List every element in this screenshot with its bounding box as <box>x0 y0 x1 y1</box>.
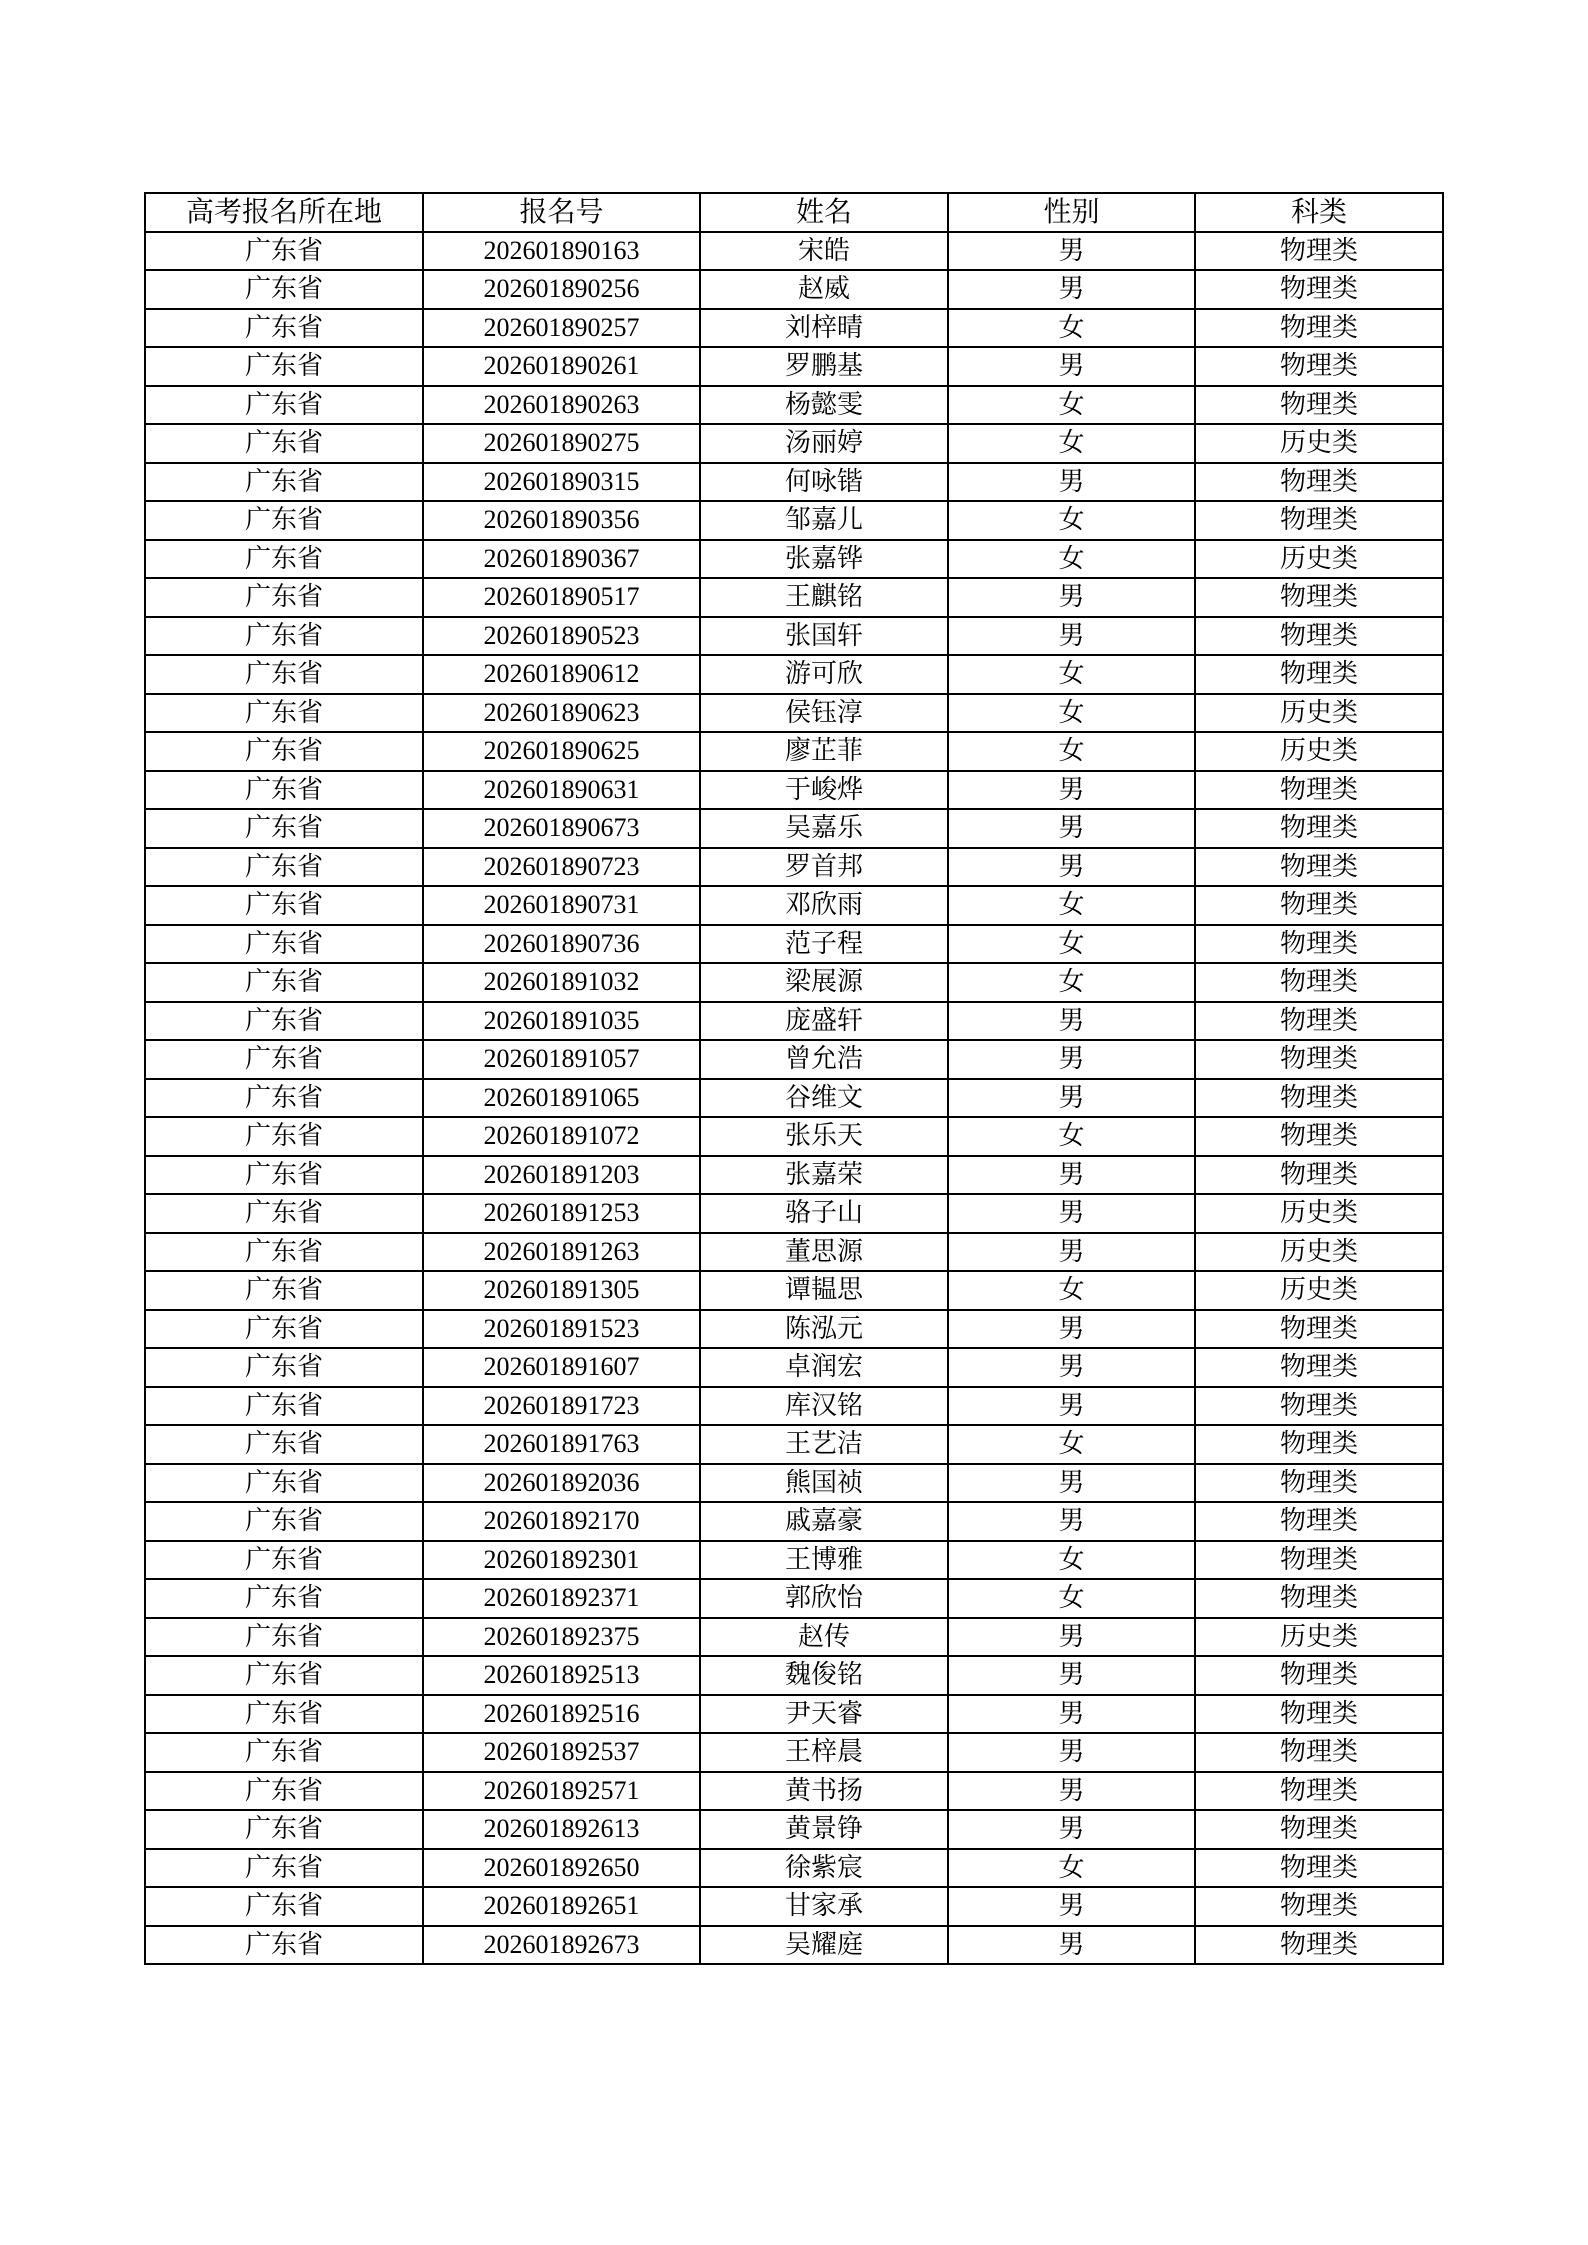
cell-registration-number: 202601890631 <box>423 771 700 810</box>
cell-gender: 男 <box>948 1233 1195 1272</box>
cell-subject-category: 物理类 <box>1195 1117 1443 1156</box>
cell-registration-location: 广东省 <box>145 617 423 656</box>
cell-subject-category: 历史类 <box>1195 1194 1443 1233</box>
cell-registration-location: 广东省 <box>145 1271 423 1310</box>
cell-registration-location: 广东省 <box>145 347 423 386</box>
cell-registration-number: 202601891763 <box>423 1425 700 1464</box>
cell-registration-number: 202601891607 <box>423 1348 700 1387</box>
table-body <box>145 232 1443 1965</box>
cell-registration-location: 广东省 <box>145 1233 423 1272</box>
cell-registration-number: 202601890623 <box>423 694 700 733</box>
cell-name: 曾允浩 <box>700 1040 948 1079</box>
cell-registration-number: 202601890261 <box>423 347 700 386</box>
table-row <box>145 232 1443 271</box>
cell-registration-location: 广东省 <box>145 1849 423 1888</box>
table-row <box>145 1772 1443 1811</box>
table-row <box>145 886 1443 925</box>
table-row <box>145 1348 1443 1387</box>
cell-gender: 男 <box>948 1002 1195 1041</box>
cell-gender: 男 <box>948 848 1195 887</box>
table-row <box>145 1656 1443 1695</box>
cell-registration-number: 202601890163 <box>423 232 700 271</box>
cell-gender: 女 <box>948 1271 1195 1310</box>
table-row <box>145 1502 1443 1541</box>
cell-registration-number: 202601892036 <box>423 1464 700 1503</box>
cell-subject-category: 物理类 <box>1195 809 1443 848</box>
cell-registration-location: 广东省 <box>145 1464 423 1503</box>
cell-registration-number: 202601890367 <box>423 540 700 579</box>
cell-registration-location: 广东省 <box>145 694 423 733</box>
cell-name: 何咏锴 <box>700 463 948 502</box>
cell-gender: 女 <box>948 424 1195 463</box>
cell-registration-location: 广东省 <box>145 1194 423 1233</box>
cell-name: 罗鹏基 <box>700 347 948 386</box>
cell-gender: 女 <box>948 655 1195 694</box>
cell-registration-location: 广东省 <box>145 1541 423 1580</box>
table-row <box>145 809 1443 848</box>
cell-name: 黄景铮 <box>700 1810 948 1849</box>
cell-gender: 男 <box>948 463 1195 502</box>
cell-name: 郭欣怡 <box>700 1579 948 1618</box>
cell-name: 游可欣 <box>700 655 948 694</box>
cell-registration-location: 广东省 <box>145 1425 423 1464</box>
cell-registration-number: 202601890315 <box>423 463 700 502</box>
table-row <box>145 270 1443 309</box>
cell-subject-category: 物理类 <box>1195 1733 1443 1772</box>
cell-registration-location: 广东省 <box>145 1926 423 1965</box>
table-row <box>145 309 1443 348</box>
cell-subject-category: 物理类 <box>1195 1656 1443 1695</box>
cell-gender: 女 <box>948 963 1195 1002</box>
cell-registration-number: 202601892613 <box>423 1810 700 1849</box>
cell-registration-location: 广东省 <box>145 1310 423 1349</box>
cell-gender: 男 <box>948 1656 1195 1695</box>
cell-subject-category: 历史类 <box>1195 424 1443 463</box>
cell-subject-category: 物理类 <box>1195 1425 1443 1464</box>
table-row <box>145 1387 1443 1426</box>
cell-name: 宋皓 <box>700 232 948 271</box>
cell-gender: 女 <box>948 694 1195 733</box>
cell-registration-location: 广东省 <box>145 1387 423 1426</box>
cell-subject-category: 物理类 <box>1195 848 1443 887</box>
table-row <box>145 501 1443 540</box>
cell-gender: 男 <box>948 1079 1195 1118</box>
cell-subject-category: 物理类 <box>1195 1156 1443 1195</box>
cell-subject-category: 物理类 <box>1195 1502 1443 1541</box>
table-row <box>145 424 1443 463</box>
cell-name: 熊国祯 <box>700 1464 948 1503</box>
cell-registration-location: 广东省 <box>145 1156 423 1195</box>
table-row <box>145 771 1443 810</box>
table-row <box>145 1156 1443 1195</box>
cell-registration-number: 202601890723 <box>423 848 700 887</box>
cell-gender: 男 <box>948 1040 1195 1079</box>
header-subject-category: 科类 <box>1195 193 1443 232</box>
table-row <box>145 732 1443 771</box>
cell-gender: 男 <box>948 1194 1195 1233</box>
table-row <box>145 1541 1443 1580</box>
cell-registration-number: 202601891072 <box>423 1117 700 1156</box>
cell-registration-location: 广东省 <box>145 1772 423 1811</box>
cell-gender: 女 <box>948 1117 1195 1156</box>
cell-name: 张乐天 <box>700 1117 948 1156</box>
cell-registration-location: 广东省 <box>145 501 423 540</box>
cell-registration-number: 202601890612 <box>423 655 700 694</box>
cell-registration-number: 202601891253 <box>423 1194 700 1233</box>
cell-name: 谷维文 <box>700 1079 948 1118</box>
cell-registration-number: 202601891203 <box>423 1156 700 1195</box>
cell-registration-location: 广东省 <box>145 963 423 1002</box>
cell-registration-number: 202601890625 <box>423 732 700 771</box>
cell-registration-number: 202601890736 <box>423 925 700 964</box>
cell-subject-category: 物理类 <box>1195 270 1443 309</box>
table-row <box>145 1849 1443 1888</box>
table-row <box>145 463 1443 502</box>
cell-registration-location: 广东省 <box>145 578 423 617</box>
cell-gender: 男 <box>948 1502 1195 1541</box>
cell-name: 邓欣雨 <box>700 886 948 925</box>
cell-registration-location: 广东省 <box>145 309 423 348</box>
cell-name: 汤丽婷 <box>700 424 948 463</box>
table-row <box>145 1194 1443 1233</box>
table-row <box>145 578 1443 617</box>
cell-gender: 男 <box>948 1887 1195 1926</box>
cell-name: 徐紫宸 <box>700 1849 948 1888</box>
cell-name: 卓润宏 <box>700 1348 948 1387</box>
cell-gender: 男 <box>948 771 1195 810</box>
cell-gender: 男 <box>948 617 1195 656</box>
cell-name: 黄书扬 <box>700 1772 948 1811</box>
cell-gender: 女 <box>948 925 1195 964</box>
cell-registration-location: 广东省 <box>145 424 423 463</box>
cell-registration-number: 202601892301 <box>423 1541 700 1580</box>
cell-name: 邹嘉儿 <box>700 501 948 540</box>
table-row <box>145 1233 1443 1272</box>
cell-name: 于峻烨 <box>700 771 948 810</box>
cell-gender: 男 <box>948 1926 1195 1965</box>
table-row <box>145 1733 1443 1772</box>
cell-registration-location: 广东省 <box>145 809 423 848</box>
table-row <box>145 347 1443 386</box>
cell-name: 侯钰淳 <box>700 694 948 733</box>
cell-registration-location: 广东省 <box>145 771 423 810</box>
cell-subject-category: 物理类 <box>1195 1541 1443 1580</box>
cell-gender: 女 <box>948 309 1195 348</box>
cell-gender: 女 <box>948 501 1195 540</box>
cell-gender: 男 <box>948 578 1195 617</box>
cell-name: 杨懿雯 <box>700 386 948 425</box>
cell-registration-number: 202601890263 <box>423 386 700 425</box>
table-row <box>145 540 1443 579</box>
cell-gender: 女 <box>948 886 1195 925</box>
table-row <box>145 1310 1443 1349</box>
cell-name: 吴嘉乐 <box>700 809 948 848</box>
cell-subject-category: 物理类 <box>1195 1002 1443 1041</box>
cell-registration-number: 202601890257 <box>423 309 700 348</box>
cell-gender: 女 <box>948 1425 1195 1464</box>
table-row <box>145 1002 1443 1041</box>
cell-subject-category: 物理类 <box>1195 1310 1443 1349</box>
cell-registration-number: 202601891723 <box>423 1387 700 1426</box>
cell-registration-number: 202601892650 <box>423 1849 700 1888</box>
cell-subject-category: 物理类 <box>1195 1464 1443 1503</box>
table-row <box>145 617 1443 656</box>
cell-subject-category: 历史类 <box>1195 1618 1443 1657</box>
cell-name: 赵威 <box>700 270 948 309</box>
cell-registration-number: 202601892571 <box>423 1772 700 1811</box>
cell-registration-number: 202601891263 <box>423 1233 700 1272</box>
cell-registration-number: 202601890673 <box>423 809 700 848</box>
cell-registration-location: 广东省 <box>145 655 423 694</box>
cell-name: 陈泓元 <box>700 1310 948 1349</box>
cell-gender: 男 <box>948 270 1195 309</box>
cell-subject-category: 物理类 <box>1195 1579 1443 1618</box>
cell-registration-location: 广东省 <box>145 232 423 271</box>
table-row <box>145 1040 1443 1079</box>
cell-gender: 女 <box>948 732 1195 771</box>
cell-name: 赵传 <box>700 1618 948 1657</box>
table-header <box>145 193 1443 232</box>
table-row <box>145 1079 1443 1118</box>
cell-registration-location: 广东省 <box>145 270 423 309</box>
cell-subject-category: 物理类 <box>1195 963 1443 1002</box>
cell-registration-location: 广东省 <box>145 1040 423 1079</box>
cell-subject-category: 物理类 <box>1195 463 1443 502</box>
cell-registration-number: 202601892673 <box>423 1926 700 1965</box>
cell-name: 尹天睿 <box>700 1695 948 1734</box>
table-row <box>145 848 1443 887</box>
cell-registration-location: 广东省 <box>145 925 423 964</box>
table-row <box>145 1810 1443 1849</box>
cell-registration-number: 202601891523 <box>423 1310 700 1349</box>
cell-registration-number: 202601891057 <box>423 1040 700 1079</box>
cell-subject-category: 物理类 <box>1195 578 1443 617</box>
cell-subject-category: 物理类 <box>1195 925 1443 964</box>
cell-subject-category: 物理类 <box>1195 617 1443 656</box>
cell-registration-number: 202601892375 <box>423 1618 700 1657</box>
cell-registration-number: 202601892537 <box>423 1733 700 1772</box>
cell-subject-category: 历史类 <box>1195 732 1443 771</box>
cell-name: 梁展源 <box>700 963 948 1002</box>
table-row <box>145 1887 1443 1926</box>
cell-gender: 男 <box>948 1810 1195 1849</box>
admission-roster-table <box>144 192 1444 1965</box>
cell-subject-category: 物理类 <box>1195 1040 1443 1079</box>
cell-gender: 男 <box>948 1348 1195 1387</box>
cell-name: 魏俊铭 <box>700 1656 948 1695</box>
header-registration-number: 报名号 <box>423 193 700 232</box>
cell-name: 廖芷菲 <box>700 732 948 771</box>
cell-gender: 男 <box>948 1464 1195 1503</box>
cell-gender: 女 <box>948 1849 1195 1888</box>
header-gender: 性别 <box>948 193 1195 232</box>
cell-registration-location: 广东省 <box>145 463 423 502</box>
cell-registration-location: 广东省 <box>145 1348 423 1387</box>
cell-subject-category: 物理类 <box>1195 309 1443 348</box>
cell-name: 范子程 <box>700 925 948 964</box>
table-row <box>145 1425 1443 1464</box>
cell-registration-location: 广东省 <box>145 1117 423 1156</box>
cell-gender: 男 <box>948 809 1195 848</box>
cell-gender: 男 <box>948 1618 1195 1657</box>
cell-registration-number: 202601892371 <box>423 1579 700 1618</box>
cell-registration-number: 202601891065 <box>423 1079 700 1118</box>
cell-subject-category: 物理类 <box>1195 1772 1443 1811</box>
cell-registration-location: 广东省 <box>145 1502 423 1541</box>
cell-registration-number: 202601890731 <box>423 886 700 925</box>
cell-name: 王艺洁 <box>700 1425 948 1464</box>
cell-name: 谭韫思 <box>700 1271 948 1310</box>
cell-registration-location: 广东省 <box>145 1579 423 1618</box>
table-row <box>145 1695 1443 1734</box>
cell-name: 甘家承 <box>700 1887 948 1926</box>
cell-subject-category: 物理类 <box>1195 771 1443 810</box>
cell-name: 骆子山 <box>700 1194 948 1233</box>
cell-registration-location: 广东省 <box>145 1810 423 1849</box>
cell-name: 王麒铭 <box>700 578 948 617</box>
cell-registration-number: 202601890517 <box>423 578 700 617</box>
header-name: 姓名 <box>700 193 948 232</box>
cell-registration-location: 广东省 <box>145 1618 423 1657</box>
cell-registration-location: 广东省 <box>145 1079 423 1118</box>
cell-registration-location: 广东省 <box>145 386 423 425</box>
table-row <box>145 386 1443 425</box>
cell-registration-number: 202601892170 <box>423 1502 700 1541</box>
cell-registration-number: 202601891032 <box>423 963 700 1002</box>
header-row <box>145 193 1443 232</box>
cell-subject-category: 历史类 <box>1195 1271 1443 1310</box>
cell-gender: 男 <box>948 1387 1195 1426</box>
cell-subject-category: 物理类 <box>1195 501 1443 540</box>
cell-registration-location: 广东省 <box>145 1887 423 1926</box>
cell-name: 王梓晨 <box>700 1733 948 1772</box>
table-row <box>145 1579 1443 1618</box>
cell-name: 王博雅 <box>700 1541 948 1580</box>
cell-name: 庞盛轩 <box>700 1002 948 1041</box>
cell-registration-number: 202601891035 <box>423 1002 700 1041</box>
cell-name: 董思源 <box>700 1233 948 1272</box>
table-row <box>145 1464 1443 1503</box>
cell-registration-number: 202601890256 <box>423 270 700 309</box>
cell-subject-category: 物理类 <box>1195 347 1443 386</box>
cell-registration-location: 广东省 <box>145 886 423 925</box>
cell-name: 刘梓晴 <box>700 309 948 348</box>
cell-gender: 男 <box>948 1156 1195 1195</box>
cell-gender: 男 <box>948 1772 1195 1811</box>
cell-subject-category: 物理类 <box>1195 1387 1443 1426</box>
table-row <box>145 1618 1443 1657</box>
cell-name: 张国轩 <box>700 617 948 656</box>
cell-registration-location: 广东省 <box>145 732 423 771</box>
cell-registration-location: 广东省 <box>145 1695 423 1734</box>
cell-subject-category: 物理类 <box>1195 1849 1443 1888</box>
cell-name: 吴耀庭 <box>700 1926 948 1965</box>
cell-registration-number: 202601892513 <box>423 1656 700 1695</box>
header-registration-location: 高考报名所在地 <box>145 193 423 232</box>
cell-registration-location: 广东省 <box>145 1733 423 1772</box>
cell-subject-category: 物理类 <box>1195 886 1443 925</box>
cell-registration-number: 202601892516 <box>423 1695 700 1734</box>
cell-gender: 男 <box>948 347 1195 386</box>
cell-gender: 男 <box>948 1695 1195 1734</box>
cell-subject-category: 物理类 <box>1195 1079 1443 1118</box>
cell-subject-category: 物理类 <box>1195 232 1443 271</box>
table-row <box>145 1271 1443 1310</box>
cell-name: 张嘉铧 <box>700 540 948 579</box>
cell-name: 张嘉荣 <box>700 1156 948 1195</box>
cell-subject-category: 物理类 <box>1195 1348 1443 1387</box>
cell-name: 罗首邦 <box>700 848 948 887</box>
cell-subject-category: 历史类 <box>1195 1233 1443 1272</box>
cell-gender: 女 <box>948 1541 1195 1580</box>
cell-subject-category: 历史类 <box>1195 694 1443 733</box>
cell-registration-number: 202601890523 <box>423 617 700 656</box>
cell-subject-category: 物理类 <box>1195 1695 1443 1734</box>
cell-name: 戚嘉豪 <box>700 1502 948 1541</box>
cell-registration-number: 202601890356 <box>423 501 700 540</box>
cell-subject-category: 物理类 <box>1195 1810 1443 1849</box>
cell-registration-number: 202601892651 <box>423 1887 700 1926</box>
cell-subject-category: 历史类 <box>1195 540 1443 579</box>
cell-registration-number: 202601891305 <box>423 1271 700 1310</box>
table-row <box>145 694 1443 733</box>
cell-gender: 女 <box>948 540 1195 579</box>
cell-registration-location: 广东省 <box>145 848 423 887</box>
cell-registration-location: 广东省 <box>145 1656 423 1695</box>
table-row <box>145 925 1443 964</box>
cell-gender: 女 <box>948 1579 1195 1618</box>
table-row <box>145 963 1443 1002</box>
cell-name: 库汉铭 <box>700 1387 948 1426</box>
table-row <box>145 1926 1443 1965</box>
cell-subject-category: 物理类 <box>1195 386 1443 425</box>
cell-subject-category: 物理类 <box>1195 1926 1443 1965</box>
cell-subject-category: 物理类 <box>1195 1887 1443 1926</box>
cell-gender: 男 <box>948 232 1195 271</box>
cell-registration-number: 202601890275 <box>423 424 700 463</box>
cell-registration-location: 广东省 <box>145 540 423 579</box>
cell-gender: 女 <box>948 386 1195 425</box>
table-row <box>145 655 1443 694</box>
table-row <box>145 1117 1443 1156</box>
cell-gender: 男 <box>948 1310 1195 1349</box>
cell-subject-category: 物理类 <box>1195 655 1443 694</box>
cell-gender: 男 <box>948 1733 1195 1772</box>
cell-registration-location: 广东省 <box>145 1002 423 1041</box>
